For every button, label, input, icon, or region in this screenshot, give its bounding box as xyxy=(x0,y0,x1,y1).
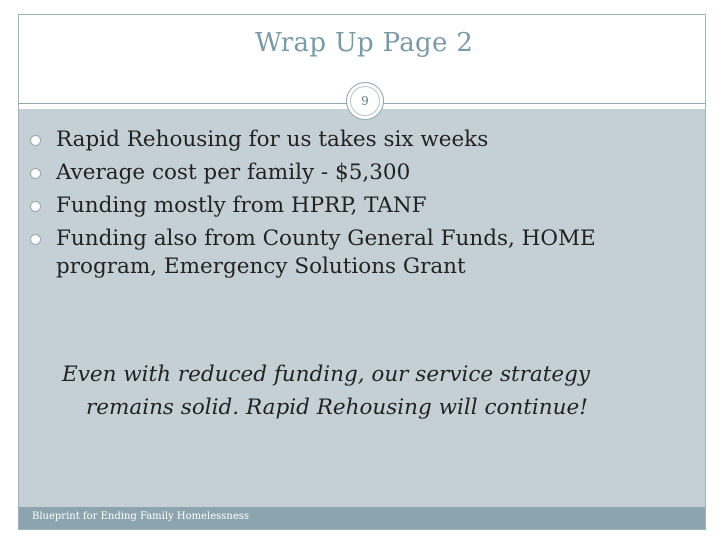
closing-line-2: remains solid. Rapid Rehousing will continue! xyxy=(86,395,588,420)
bullet-item xyxy=(22,225,682,281)
bullet-circle-icon xyxy=(30,234,41,245)
slide-title: Wrap Up Page 2 xyxy=(254,28,474,58)
bullet-text: Funding also from County General Funds, HOME program, Emergency Solutions Grant xyxy=(56,226,596,279)
closing-line-1: Even with reduced funding, our service strategy xyxy=(62,362,590,387)
closing-statement xyxy=(62,358,682,424)
bullet-item xyxy=(22,126,682,154)
bullet-text: Rapid Rehousing for us takes six weeks xyxy=(56,127,489,152)
bullet-circle-icon xyxy=(30,168,41,179)
bullet-item xyxy=(22,192,682,220)
footer-bar xyxy=(19,507,705,529)
bullet-list xyxy=(22,126,682,286)
page-number: 9 xyxy=(361,94,369,108)
bullet-item xyxy=(22,159,682,187)
page-number-badge xyxy=(346,82,384,120)
bullet-circle-icon xyxy=(30,135,41,146)
bullet-text: Average cost per family - $5,300 xyxy=(56,160,411,185)
bullet-circle-icon xyxy=(30,201,41,212)
footer-text: Blueprint for Ending Family Homelessness xyxy=(32,511,250,522)
bullet-text: Funding mostly from HPRP, TANF xyxy=(56,193,427,218)
